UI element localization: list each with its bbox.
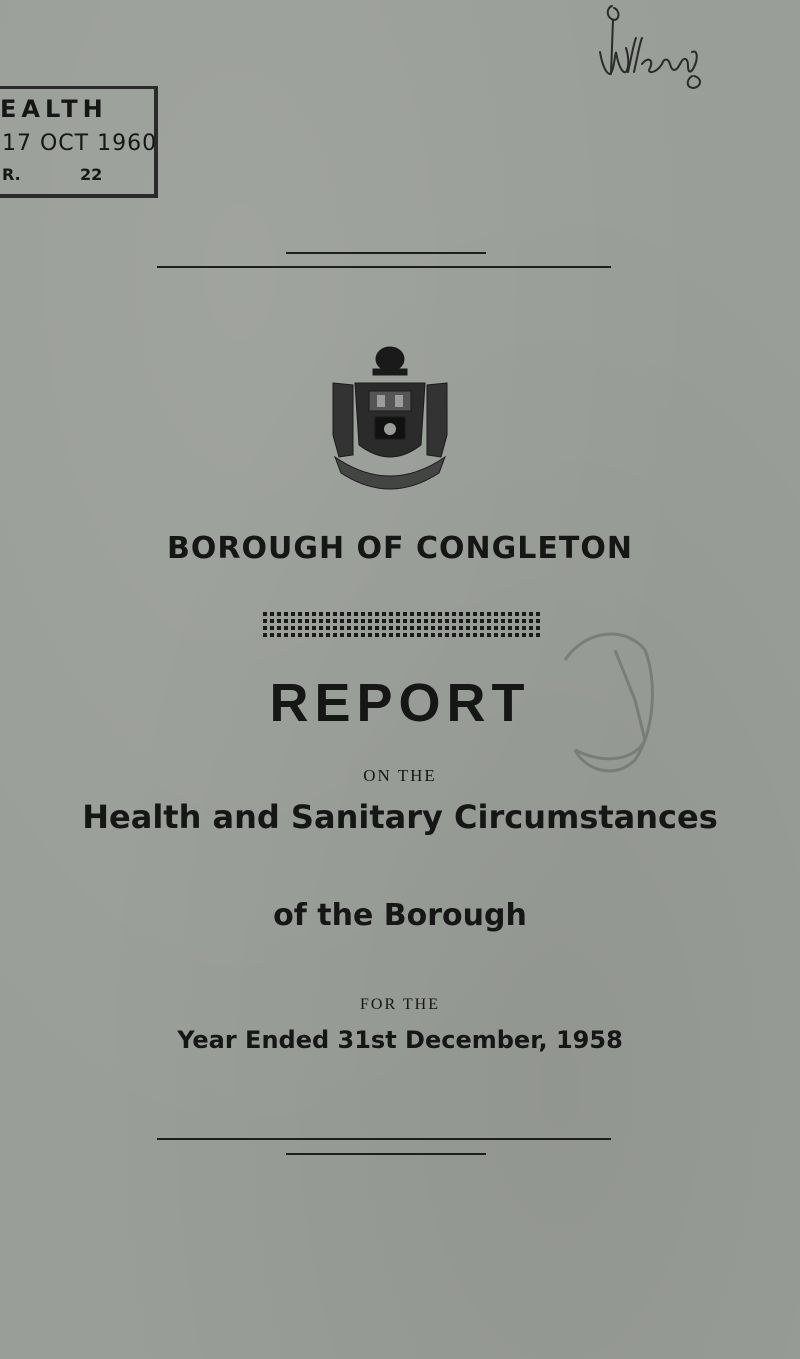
top-rule-short xyxy=(286,252,486,254)
year-title: Year Ended 31st December, 1958 xyxy=(177,1026,623,1054)
borough-coat-of-arms-icon xyxy=(325,345,455,495)
library-stamp xyxy=(0,86,158,198)
stamp-line-1: EALTH xyxy=(0,95,108,123)
for-the-label: FOR THE xyxy=(360,996,440,1013)
of-borough-title: of the Borough xyxy=(273,898,527,933)
bottom-rule-short xyxy=(286,1153,486,1155)
stamp-code: R. xyxy=(2,165,21,184)
dotted-divider xyxy=(262,611,542,639)
stamp-number: 22 xyxy=(80,165,103,184)
bottom-rule-long xyxy=(157,1138,611,1140)
top-rule-long xyxy=(157,266,611,268)
report-title: REPORT xyxy=(269,673,531,733)
subject-title: Health and Sanitary Circumstances xyxy=(82,798,718,836)
on-the-label: ON THE xyxy=(363,766,437,785)
borough-heading: BOROUGH OF CONGLETON xyxy=(167,531,633,566)
stamp-date: 17 OCT 1960 xyxy=(2,131,158,156)
handwritten-signature xyxy=(520,2,720,92)
